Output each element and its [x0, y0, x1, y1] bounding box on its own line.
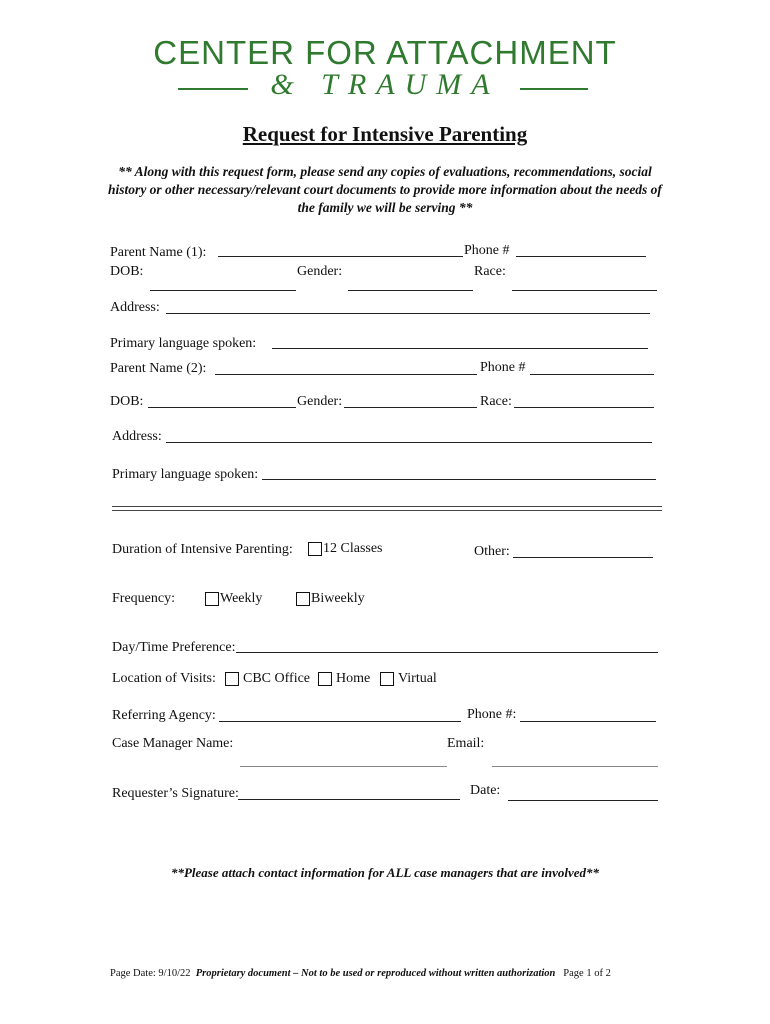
- location-home-label: Home: [336, 671, 371, 686]
- email-label: Email:: [447, 736, 485, 751]
- location-home-checkbox[interactable]: [318, 672, 332, 686]
- parent2-dob-field[interactable]: [148, 407, 296, 408]
- email-field[interactable]: [492, 766, 658, 767]
- parent1-race-field[interactable]: [512, 290, 657, 291]
- referring-agency-label: Referring Agency:: [112, 708, 216, 723]
- date-label: Date:: [470, 783, 501, 798]
- signature-field[interactable]: [238, 799, 460, 800]
- location-cbc-label: CBC Office: [243, 671, 311, 686]
- logo-line1: CENTER FOR ATTACHMENT: [153, 34, 617, 71]
- section-divider-top: [112, 506, 662, 507]
- logo-rule-right: [520, 88, 588, 90]
- referring-phone-label: Phone #:: [467, 707, 517, 722]
- parent1-gender-label: Gender:: [297, 264, 343, 279]
- parent2-gender-label: Gender:: [297, 394, 343, 409]
- parent2-dob-label: DOB:: [110, 394, 144, 409]
- location-virtual-label: Virtual: [398, 671, 437, 686]
- frequency-biweekly-checkbox[interactable]: [296, 592, 310, 606]
- referring-phone-field[interactable]: [520, 721, 656, 722]
- form-title: Request for Intensive Parenting: [242, 122, 528, 146]
- location-label: Location of Visits:: [112, 671, 216, 686]
- case-manager-label: Case Manager Name:: [112, 736, 234, 751]
- signature-label: Requester’s Signature:: [112, 786, 239, 801]
- parent1-phone-field[interactable]: [516, 256, 646, 257]
- location-virtual-checkbox[interactable]: [380, 672, 394, 686]
- date-field[interactable]: [508, 800, 658, 801]
- page-footer: [110, 968, 611, 979]
- parent2-name-field[interactable]: [215, 374, 477, 375]
- location-cbc-checkbox[interactable]: [225, 672, 239, 686]
- parent1-dob-label: DOB:: [110, 264, 144, 279]
- frequency-weekly-label: Weekly: [220, 591, 263, 606]
- parent2-gender-field[interactable]: [344, 407, 477, 408]
- duration-12-classes-label: 12 Classes: [323, 541, 383, 556]
- instructions-note: ** Along with this request form, please send any copies of evaluations, recommendations, social history or other necessary/relevant court documents to provide more information about the needs of the family we will be serving **: [108, 164, 662, 215]
- section-divider-bottom: [112, 510, 662, 511]
- footer-page-date: Page Date: 9/10/22: [110, 968, 191, 979]
- parent1-dob-field[interactable]: [150, 290, 296, 291]
- parent2-race-label: Race:: [480, 394, 512, 409]
- daytime-field[interactable]: [236, 652, 658, 653]
- parent1-address-field[interactable]: [166, 313, 650, 314]
- duration-other-label: Other:: [474, 544, 510, 559]
- parent2-address-label: Address:: [112, 429, 162, 444]
- logo-line2: & TRAUMA: [270, 68, 500, 101]
- footer-proprietary: Proprietary document – Not to be used or reproduced without written authorization: [195, 968, 556, 979]
- parent2-address-field[interactable]: [166, 442, 652, 443]
- parent1-phone-label: Phone #: [464, 243, 510, 258]
- case-manager-field[interactable]: [240, 766, 447, 767]
- parent2-language-label: Primary language spoken:: [112, 467, 259, 482]
- parent1-language-field[interactable]: [272, 348, 648, 349]
- frequency-label: Frequency:: [112, 591, 175, 606]
- frequency-weekly-checkbox[interactable]: [205, 592, 219, 606]
- parent1-name-label: Parent Name (1):: [110, 245, 207, 260]
- daytime-label: Day/Time Preference:: [112, 640, 236, 655]
- parent2-phone-label: Phone #: [480, 360, 526, 375]
- parent1-address-label: Address:: [110, 300, 160, 315]
- parent2-phone-field[interactable]: [530, 374, 654, 375]
- parent1-name-field[interactable]: [218, 256, 463, 257]
- duration-label: Duration of Intensive Parenting:: [112, 542, 293, 557]
- parent1-race-label: Race:: [474, 264, 506, 279]
- parent2-race-field[interactable]: [514, 407, 654, 408]
- duration-other-field[interactable]: [513, 557, 653, 558]
- case-manager-footnote: **Please attach contact information for ALL case managers that are involved**: [170, 865, 600, 880]
- parent2-name-label: Parent Name (2):: [110, 361, 207, 376]
- parent2-language-field[interactable]: [262, 479, 656, 480]
- frequency-biweekly-label: Biweekly: [311, 591, 365, 606]
- footer-page-number: Page 1 of 2: [563, 968, 611, 979]
- referring-agency-field[interactable]: [219, 721, 461, 722]
- parent1-gender-field[interactable]: [348, 290, 473, 291]
- duration-12-classes-checkbox[interactable]: [308, 542, 322, 556]
- parent1-language-label: Primary language spoken:: [110, 336, 257, 351]
